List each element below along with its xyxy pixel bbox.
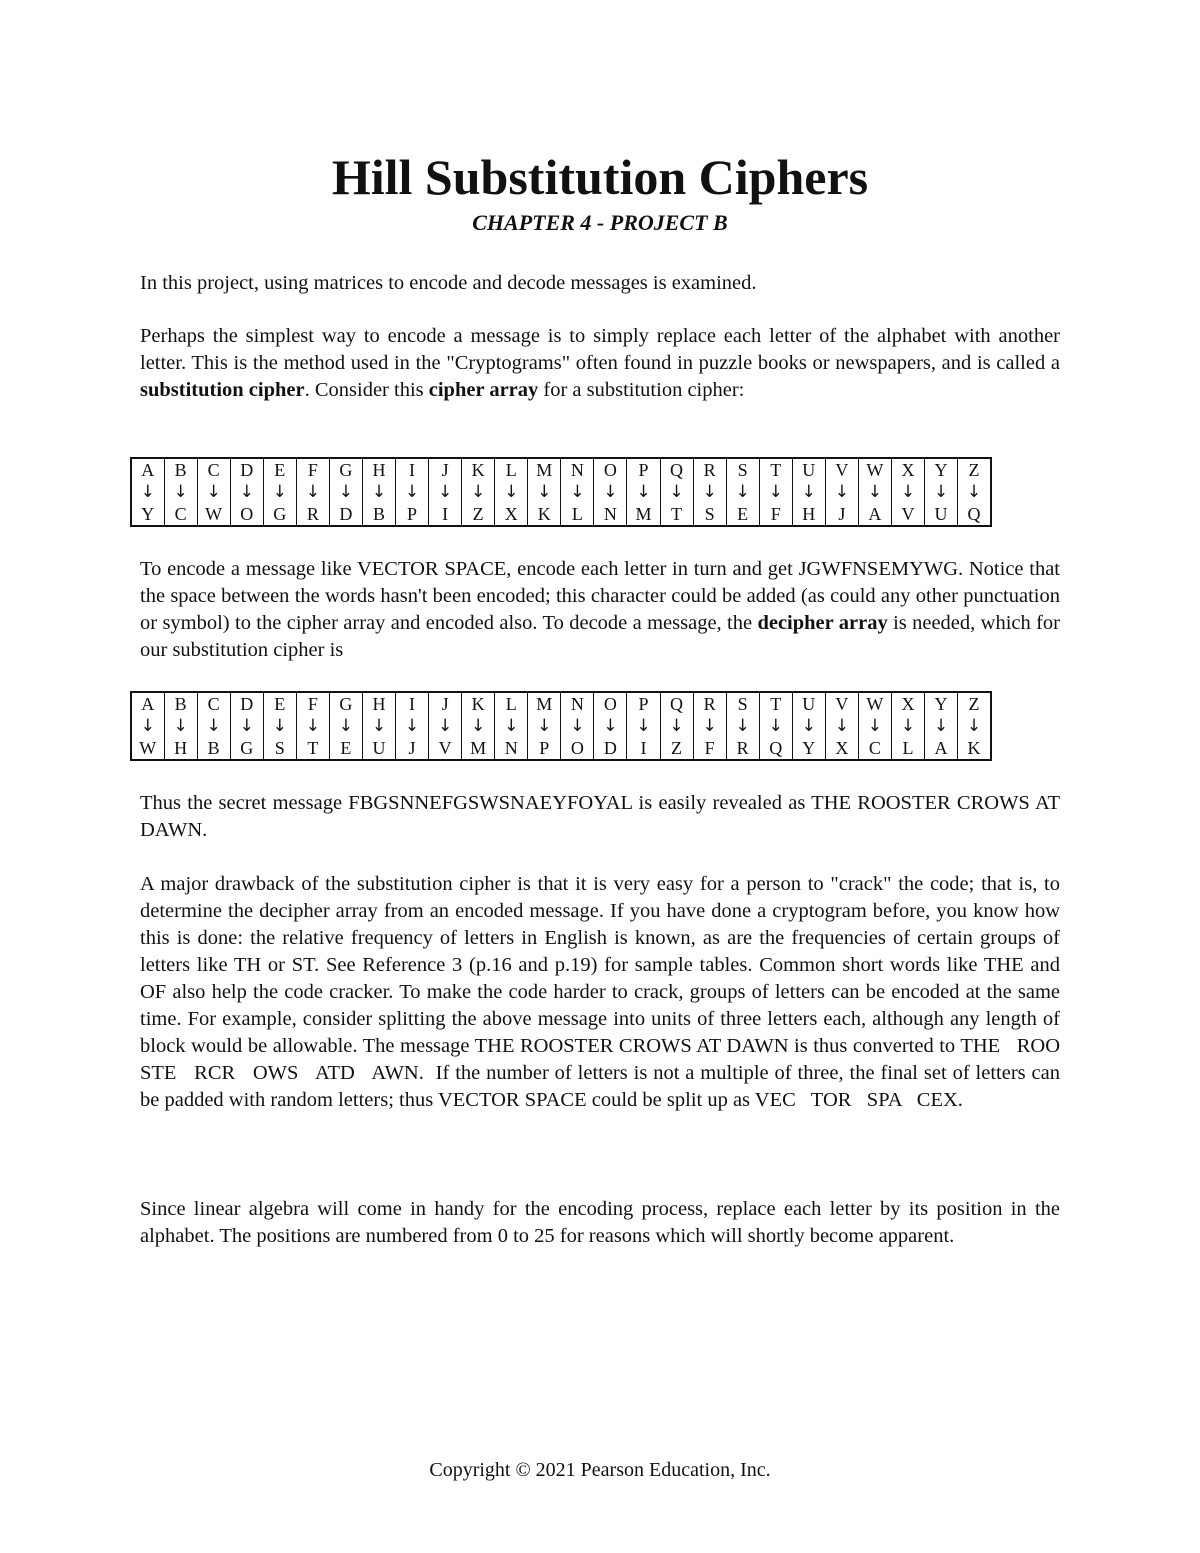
para3-text-c: is needed, which for our substitution cipher is xyxy=(140,612,1061,661)
decipher-plain-letter: Y xyxy=(934,694,948,714)
down-arrow-icon: ↓ xyxy=(371,482,387,502)
decipher-cell-o xyxy=(594,692,627,760)
cipher-plain-letter: O xyxy=(603,460,617,480)
down-arrow-icon: ↓ xyxy=(371,716,387,736)
decipher-mapped-letter: C xyxy=(868,738,881,758)
decipher-plain-letter: B xyxy=(174,694,187,714)
cipher-cell-h xyxy=(362,458,395,526)
cipher-cell-n xyxy=(561,458,594,526)
cipher-plain-letter: B xyxy=(174,460,187,480)
decipher-cell-content xyxy=(694,693,726,759)
cipher-cell-content xyxy=(231,459,263,525)
cipher-cell-g xyxy=(329,458,362,526)
decipher-mapped-letter: I xyxy=(640,738,647,758)
decipher-mapped-letter: T xyxy=(307,738,319,758)
decipher-mapped-letter: U xyxy=(372,738,386,758)
decipher-cell-n xyxy=(561,692,594,760)
down-arrow-icon: ↓ xyxy=(239,716,254,736)
cipher-cell-content xyxy=(165,459,197,525)
decipher-cell-a xyxy=(131,692,164,760)
decipher-mapped-letter: J xyxy=(408,738,416,758)
cipher-plain-letter: N xyxy=(570,460,584,480)
down-arrow-icon: ↓ xyxy=(768,482,783,502)
decipher-cell-content xyxy=(892,693,924,759)
decipher-mapped-letter: Z xyxy=(671,738,683,758)
cipher-cell-content xyxy=(132,459,164,525)
cipher-mapped-letter: E xyxy=(737,504,749,524)
cipher-mapped-letter: L xyxy=(571,504,583,524)
cipher-cell-k xyxy=(462,458,495,526)
decipher-cell-z xyxy=(958,692,991,760)
cipher-cell-v xyxy=(825,458,858,526)
cipher-cell-j xyxy=(429,458,462,526)
decipher-mapped-letter: R xyxy=(736,738,749,758)
decipher-cell-p xyxy=(627,692,660,760)
cipher-cell-p xyxy=(627,458,660,526)
cipher-cell-t xyxy=(759,458,792,526)
decipher-plain-letter: H xyxy=(372,694,386,714)
down-arrow-icon: ↓ xyxy=(272,716,287,736)
decipher-plain-letter: F xyxy=(307,694,318,714)
cipher-mapped-letter: J xyxy=(838,504,846,524)
down-arrow-icon: ↓ xyxy=(669,482,684,502)
cipher-cell-content xyxy=(363,459,395,525)
cipher-cell-content xyxy=(925,459,957,525)
cipher-cell-y xyxy=(925,458,958,526)
cipher-mapped-letter: V xyxy=(901,504,915,524)
decipher-cell-content xyxy=(561,693,593,759)
decipher-plain-letter: C xyxy=(207,694,220,714)
cipher-plain-letter: A xyxy=(141,460,155,480)
decipher-mapped-letter: N xyxy=(504,738,518,758)
decipher-mapped-letter: W xyxy=(139,738,157,758)
decipher-cell-t xyxy=(759,692,792,760)
decipher-cell-content xyxy=(760,693,792,759)
decipher-cell-content xyxy=(297,693,329,759)
cipher-cell-content xyxy=(297,459,329,525)
cipher-plain-letter: T xyxy=(770,460,782,480)
decipher-plain-letter: I xyxy=(409,694,416,714)
cipher-cell-s xyxy=(726,458,759,526)
down-arrow-icon: ↓ xyxy=(966,482,982,502)
cipher-mapped-letter: X xyxy=(504,504,518,524)
decipher-cell-content xyxy=(826,693,858,759)
cipher-plain-letter: K xyxy=(471,460,485,480)
cipher-plain-letter: E xyxy=(274,460,286,480)
decipher-cell-content xyxy=(793,693,825,759)
para2-text-c: . Consider this xyxy=(304,379,429,401)
cipher-mapped-letter: P xyxy=(407,504,418,524)
decipher-plain-letter: W xyxy=(866,694,884,714)
cipher-cell-content xyxy=(859,459,891,525)
substitution-paragraph xyxy=(140,323,1060,404)
cipher-cell-a xyxy=(131,458,164,526)
decipher-plain-letter: L xyxy=(505,694,517,714)
drawback-paragraph: A major drawback of the substitution cipher is that it is very easy for a person to "crack" the code; that is, to determine the decipher array from an encoded message. If you have done a cryptogram before, you know how this is done: the relative frequency of letters in English is known, as are the frequencies of certain groups of letters like TH or ST. See Reference 3 (p.16 and p.19) for sample tables. Common short words like THE and OF also help the code cracker. To make the code harder to crack, groups of letters can be encoded at the same time. For example, consider splitting the above message into units of three letters each, although any length of block would be allowable. The message THE ROOSTER CROWS AT DAWN is thus converted to THE ROO STE RCR OWS ATD AWN. If the number of letters is not a multiple of three, the final set of letters can be padded with random letters; thus VECTOR SPACE could be split up as VEC TOR SPA CEX. xyxy=(140,873,1071,1111)
decipher-cell-m xyxy=(528,692,561,760)
cipher-cell-content xyxy=(958,459,990,525)
cipher-plain-letter: I xyxy=(409,460,416,480)
decipher-mapped-letter: A xyxy=(934,738,948,758)
cipher-cell-x xyxy=(891,458,924,526)
cipher-cell-content xyxy=(495,459,527,525)
decipher-cell-i xyxy=(396,692,429,760)
decipher-cell-content xyxy=(165,693,197,759)
decipher-cell-x xyxy=(891,692,924,760)
down-arrow-icon: ↓ xyxy=(801,482,816,502)
cipher-plain-letter: Z xyxy=(968,460,980,480)
decipher-mapped-letter: V xyxy=(438,738,452,758)
cipher-cell-content xyxy=(826,459,858,525)
down-arrow-icon: ↓ xyxy=(504,482,519,502)
cipher-cell-content xyxy=(396,459,428,525)
page-subtitle: CHAPTER 4 - PROJECT B xyxy=(472,210,728,235)
decipher-cell-f xyxy=(296,692,329,760)
down-arrow-icon: ↓ xyxy=(966,716,982,736)
cipher-cell-content xyxy=(694,459,726,525)
decipher-cell-content xyxy=(429,693,461,759)
cipher-cell-content xyxy=(528,459,560,525)
down-arrow-icon: ↓ xyxy=(603,482,618,502)
down-arrow-icon: ↓ xyxy=(900,716,916,736)
decipher-mapped-letter: L xyxy=(902,738,914,758)
decipher-plain-letter: O xyxy=(603,694,617,714)
page-title: Hill Substitution Ciphers xyxy=(331,149,869,205)
decipher-array-table xyxy=(130,691,992,761)
down-arrow-icon: ↓ xyxy=(636,716,651,736)
decipher-mapped-letter: F xyxy=(704,738,715,758)
down-arrow-icon: ↓ xyxy=(437,716,453,736)
cipher-cell-content xyxy=(462,459,494,525)
down-arrow-icon: ↓ xyxy=(338,482,354,502)
cipher-cell-content xyxy=(264,459,296,525)
cipher-cell-content xyxy=(429,459,461,525)
down-arrow-icon: ↓ xyxy=(735,482,750,502)
cipher-plain-letter: C xyxy=(207,460,220,480)
cipher-plain-letter: P xyxy=(638,460,649,480)
encode-paragraph xyxy=(140,556,1060,664)
cipher-cell-f xyxy=(296,458,329,526)
decipher-plain-letter: E xyxy=(274,694,286,714)
decipher-cell-content xyxy=(594,693,626,759)
decipher-cell-content xyxy=(132,693,164,759)
decipher-mapped-letter: Q xyxy=(769,738,783,758)
down-arrow-icon: ↓ xyxy=(173,716,188,736)
para3-text-a: To encode a message like VECTOR SPACE, encode each letter in turn and get JGWFNSEMYWG. Notice that the space between the words hasn't been encoded; this character could be added (as could any other punctuation or symbol) to the cipher array and encoded also. To decode a message, the xyxy=(140,558,1060,634)
decipher-cell-content xyxy=(528,693,560,759)
cipher-cell-o xyxy=(594,458,627,526)
cipher-cell-r xyxy=(693,458,726,526)
term-decipher-array: decipher array xyxy=(757,612,888,634)
cipher-mapped-letter: R xyxy=(306,504,319,524)
decipher-mapped-letter: Y xyxy=(802,738,816,758)
decipher-cell-q xyxy=(660,692,693,760)
down-arrow-icon: ↓ xyxy=(834,482,849,502)
cipher-mapped-letter: M xyxy=(635,504,652,524)
down-arrow-icon: ↓ xyxy=(867,482,883,502)
para2-text-a: Perhaps the simplest way to encode a message is to simply replace each letter of the alphabet with another letter. This is the method used in the "Cryptograms" often found in puzzle books or newspapers, and is called a xyxy=(140,325,1060,374)
cipher-plain-letter: S xyxy=(737,460,748,480)
decipher-cell-b xyxy=(164,692,197,760)
cipher-mapped-letter: H xyxy=(802,504,816,524)
cipher-cell-m xyxy=(528,458,561,526)
decipher-cell-content xyxy=(198,693,230,759)
cipher-plain-letter: H xyxy=(372,460,386,480)
down-arrow-icon: ↓ xyxy=(173,482,188,502)
cipher-plain-letter: M xyxy=(536,460,553,480)
intro-paragraph: In this project, using matrices to encode and decode messages is examined. xyxy=(140,272,757,294)
cipher-mapped-letter: Y xyxy=(141,504,155,524)
down-arrow-icon: ↓ xyxy=(206,482,221,502)
down-arrow-icon: ↓ xyxy=(272,482,287,502)
decipher-cell-content xyxy=(363,693,395,759)
cipher-cell-content xyxy=(594,459,626,525)
cipher-cell-w xyxy=(858,458,891,526)
decipher-cell-content xyxy=(396,693,428,759)
cipher-cell-content xyxy=(561,459,593,525)
decipher-mapped-letter: P xyxy=(539,738,550,758)
decipher-mapped-letter: H xyxy=(174,738,188,758)
cipher-cell-content xyxy=(198,459,230,525)
down-arrow-icon: ↓ xyxy=(702,482,717,502)
decipher-cell-content xyxy=(859,693,891,759)
down-arrow-icon: ↓ xyxy=(537,716,552,736)
down-arrow-icon: ↓ xyxy=(834,716,849,736)
down-arrow-icon: ↓ xyxy=(570,716,585,736)
decipher-plain-letter: P xyxy=(638,694,649,714)
decipher-cell-c xyxy=(197,692,230,760)
cipher-plain-letter: G xyxy=(339,460,353,480)
decipher-cell-u xyxy=(792,692,825,760)
cipher-cell-content xyxy=(892,459,924,525)
down-arrow-icon: ↓ xyxy=(702,716,717,736)
down-arrow-icon: ↓ xyxy=(867,716,883,736)
decipher-plain-letter: V xyxy=(835,694,849,714)
decipher-mapped-letter: M xyxy=(470,738,487,758)
down-arrow-icon: ↓ xyxy=(305,482,320,502)
cipher-plain-letter: V xyxy=(835,460,849,480)
decipher-cell-content xyxy=(958,693,990,759)
down-arrow-icon: ↓ xyxy=(504,716,519,736)
cipher-mapped-letter: C xyxy=(174,504,187,524)
decipher-cell-w xyxy=(858,692,891,760)
decipher-plain-letter: U xyxy=(802,694,816,714)
decipher-cell-content xyxy=(231,693,263,759)
decipher-cell-s xyxy=(726,692,759,760)
down-arrow-icon: ↓ xyxy=(636,482,651,502)
cipher-array-table xyxy=(130,457,992,527)
cipher-plain-letter: R xyxy=(703,460,716,480)
decipher-cell-content xyxy=(925,693,957,759)
down-arrow-icon: ↓ xyxy=(239,482,254,502)
cipher-mapped-letter: S xyxy=(704,504,715,524)
cipher-plain-letter: J xyxy=(441,460,449,480)
decipher-cell-h xyxy=(362,692,395,760)
cipher-mapped-letter: I xyxy=(442,504,449,524)
decipher-array-row xyxy=(131,692,991,760)
decipher-cell-v xyxy=(825,692,858,760)
cipher-plain-letter: D xyxy=(240,460,254,480)
cipher-cell-b xyxy=(164,458,197,526)
down-arrow-icon: ↓ xyxy=(206,716,221,736)
copyright-footer: Copyright © 2021 Pearson Education, Inc. xyxy=(429,1459,771,1481)
down-arrow-icon: ↓ xyxy=(537,482,552,502)
cipher-plain-letter: W xyxy=(866,460,884,480)
down-arrow-icon: ↓ xyxy=(437,482,453,502)
down-arrow-icon: ↓ xyxy=(404,482,420,502)
down-arrow-icon: ↓ xyxy=(140,716,155,736)
down-arrow-icon: ↓ xyxy=(603,716,618,736)
decipher-cell-content xyxy=(661,693,693,759)
cipher-plain-letter: Q xyxy=(670,460,684,480)
decipher-cell-y xyxy=(925,692,958,760)
decipher-cell-k xyxy=(462,692,495,760)
decipher-mapped-letter: E xyxy=(340,738,352,758)
decipher-cell-content xyxy=(264,693,296,759)
decipher-cell-g xyxy=(329,692,362,760)
cipher-mapped-letter: F xyxy=(770,504,781,524)
decipher-cell-content xyxy=(727,693,759,759)
down-arrow-icon: ↓ xyxy=(471,716,486,736)
decipher-plain-letter: G xyxy=(339,694,353,714)
cipher-plain-letter: L xyxy=(505,460,517,480)
decipher-cell-content xyxy=(495,693,527,759)
cipher-mapped-letter: Q xyxy=(967,504,981,524)
cipher-cell-q xyxy=(660,458,693,526)
decipher-plain-letter: D xyxy=(240,694,254,714)
decipher-plain-letter: T xyxy=(770,694,782,714)
down-arrow-icon: ↓ xyxy=(471,482,486,502)
cipher-cell-content xyxy=(727,459,759,525)
decipher-plain-letter: S xyxy=(737,694,748,714)
term-substitution-cipher: substitution cipher xyxy=(140,379,305,401)
decipher-plain-letter: J xyxy=(441,694,449,714)
secret-message-paragraph: Thus the secret message FBGSNNEFGSWSNAEYFOYAL is easily revealed as THE ROOSTER CROWS AT DAWN. xyxy=(140,792,1060,841)
cipher-mapped-letter: U xyxy=(934,504,948,524)
decipher-mapped-letter: G xyxy=(240,738,254,758)
down-arrow-icon: ↓ xyxy=(801,716,816,736)
cipher-mapped-letter: O xyxy=(240,504,254,524)
down-arrow-icon: ↓ xyxy=(768,716,783,736)
decipher-plain-letter: N xyxy=(570,694,584,714)
decipher-plain-letter: X xyxy=(901,694,915,714)
down-arrow-icon: ↓ xyxy=(140,482,155,502)
cipher-plain-letter: Y xyxy=(934,460,948,480)
cipher-cell-c xyxy=(197,458,230,526)
para2-text-e: for a substitution cipher: xyxy=(538,379,745,401)
cipher-cell-u xyxy=(792,458,825,526)
down-arrow-icon: ↓ xyxy=(669,716,684,736)
cipher-mapped-letter: K xyxy=(537,504,551,524)
cipher-cell-content xyxy=(330,459,362,525)
cipher-cell-z xyxy=(958,458,991,526)
cipher-array-row xyxy=(131,458,991,526)
term-cipher-array: cipher array xyxy=(428,379,539,401)
cipher-plain-letter: F xyxy=(307,460,318,480)
cipher-mapped-letter: B xyxy=(372,504,385,524)
decipher-cell-r xyxy=(693,692,726,760)
cipher-plain-letter: X xyxy=(901,460,915,480)
down-arrow-icon: ↓ xyxy=(570,482,585,502)
cipher-mapped-letter: A xyxy=(868,504,882,524)
decipher-mapped-letter: K xyxy=(967,738,981,758)
cipher-mapped-letter: Z xyxy=(472,504,484,524)
decipher-mapped-letter: B xyxy=(207,738,220,758)
decipher-cell-d xyxy=(230,692,263,760)
cipher-cell-i xyxy=(396,458,429,526)
cipher-cell-e xyxy=(263,458,296,526)
down-arrow-icon: ↓ xyxy=(933,482,949,502)
down-arrow-icon: ↓ xyxy=(338,716,354,736)
cipher-cell-content xyxy=(661,459,693,525)
cipher-cell-content xyxy=(793,459,825,525)
cipher-cell-d xyxy=(230,458,263,526)
decipher-mapped-letter: X xyxy=(835,738,849,758)
cipher-mapped-letter: G xyxy=(273,504,287,524)
down-arrow-icon: ↓ xyxy=(404,716,420,736)
down-arrow-icon: ↓ xyxy=(933,716,949,736)
cipher-cell-content xyxy=(760,459,792,525)
decipher-cell-l xyxy=(495,692,528,760)
decipher-plain-letter: R xyxy=(703,694,716,714)
down-arrow-icon: ↓ xyxy=(305,716,320,736)
cipher-cell-l xyxy=(495,458,528,526)
decipher-mapped-letter: D xyxy=(603,738,617,758)
decipher-cell-content xyxy=(462,693,494,759)
cipher-mapped-letter: W xyxy=(205,504,223,524)
decipher-cell-content xyxy=(330,693,362,759)
decipher-plain-letter: A xyxy=(141,694,155,714)
linear-algebra-paragraph: Since linear algebra will come in handy for the encoding process, replace each letter by its position in the alphabet. The positions are numbered from 0 to 25 for reasons which will shortly become apparent. xyxy=(140,1198,1060,1247)
decipher-mapped-letter: O xyxy=(570,738,584,758)
cipher-plain-letter: U xyxy=(802,460,816,480)
cipher-mapped-letter: T xyxy=(671,504,683,524)
decipher-cell-e xyxy=(263,692,296,760)
decipher-plain-letter: Z xyxy=(968,694,980,714)
cipher-cell-content xyxy=(627,459,659,525)
decipher-mapped-letter: S xyxy=(274,738,285,758)
down-arrow-icon: ↓ xyxy=(735,716,750,736)
down-arrow-icon: ↓ xyxy=(900,482,916,502)
decipher-plain-letter: Q xyxy=(670,694,684,714)
cipher-mapped-letter: N xyxy=(603,504,617,524)
decipher-cell-content xyxy=(627,693,659,759)
decipher-plain-letter: M xyxy=(536,694,553,714)
decipher-cell-j xyxy=(429,692,462,760)
cipher-mapped-letter: D xyxy=(339,504,353,524)
decipher-plain-letter: K xyxy=(471,694,485,714)
